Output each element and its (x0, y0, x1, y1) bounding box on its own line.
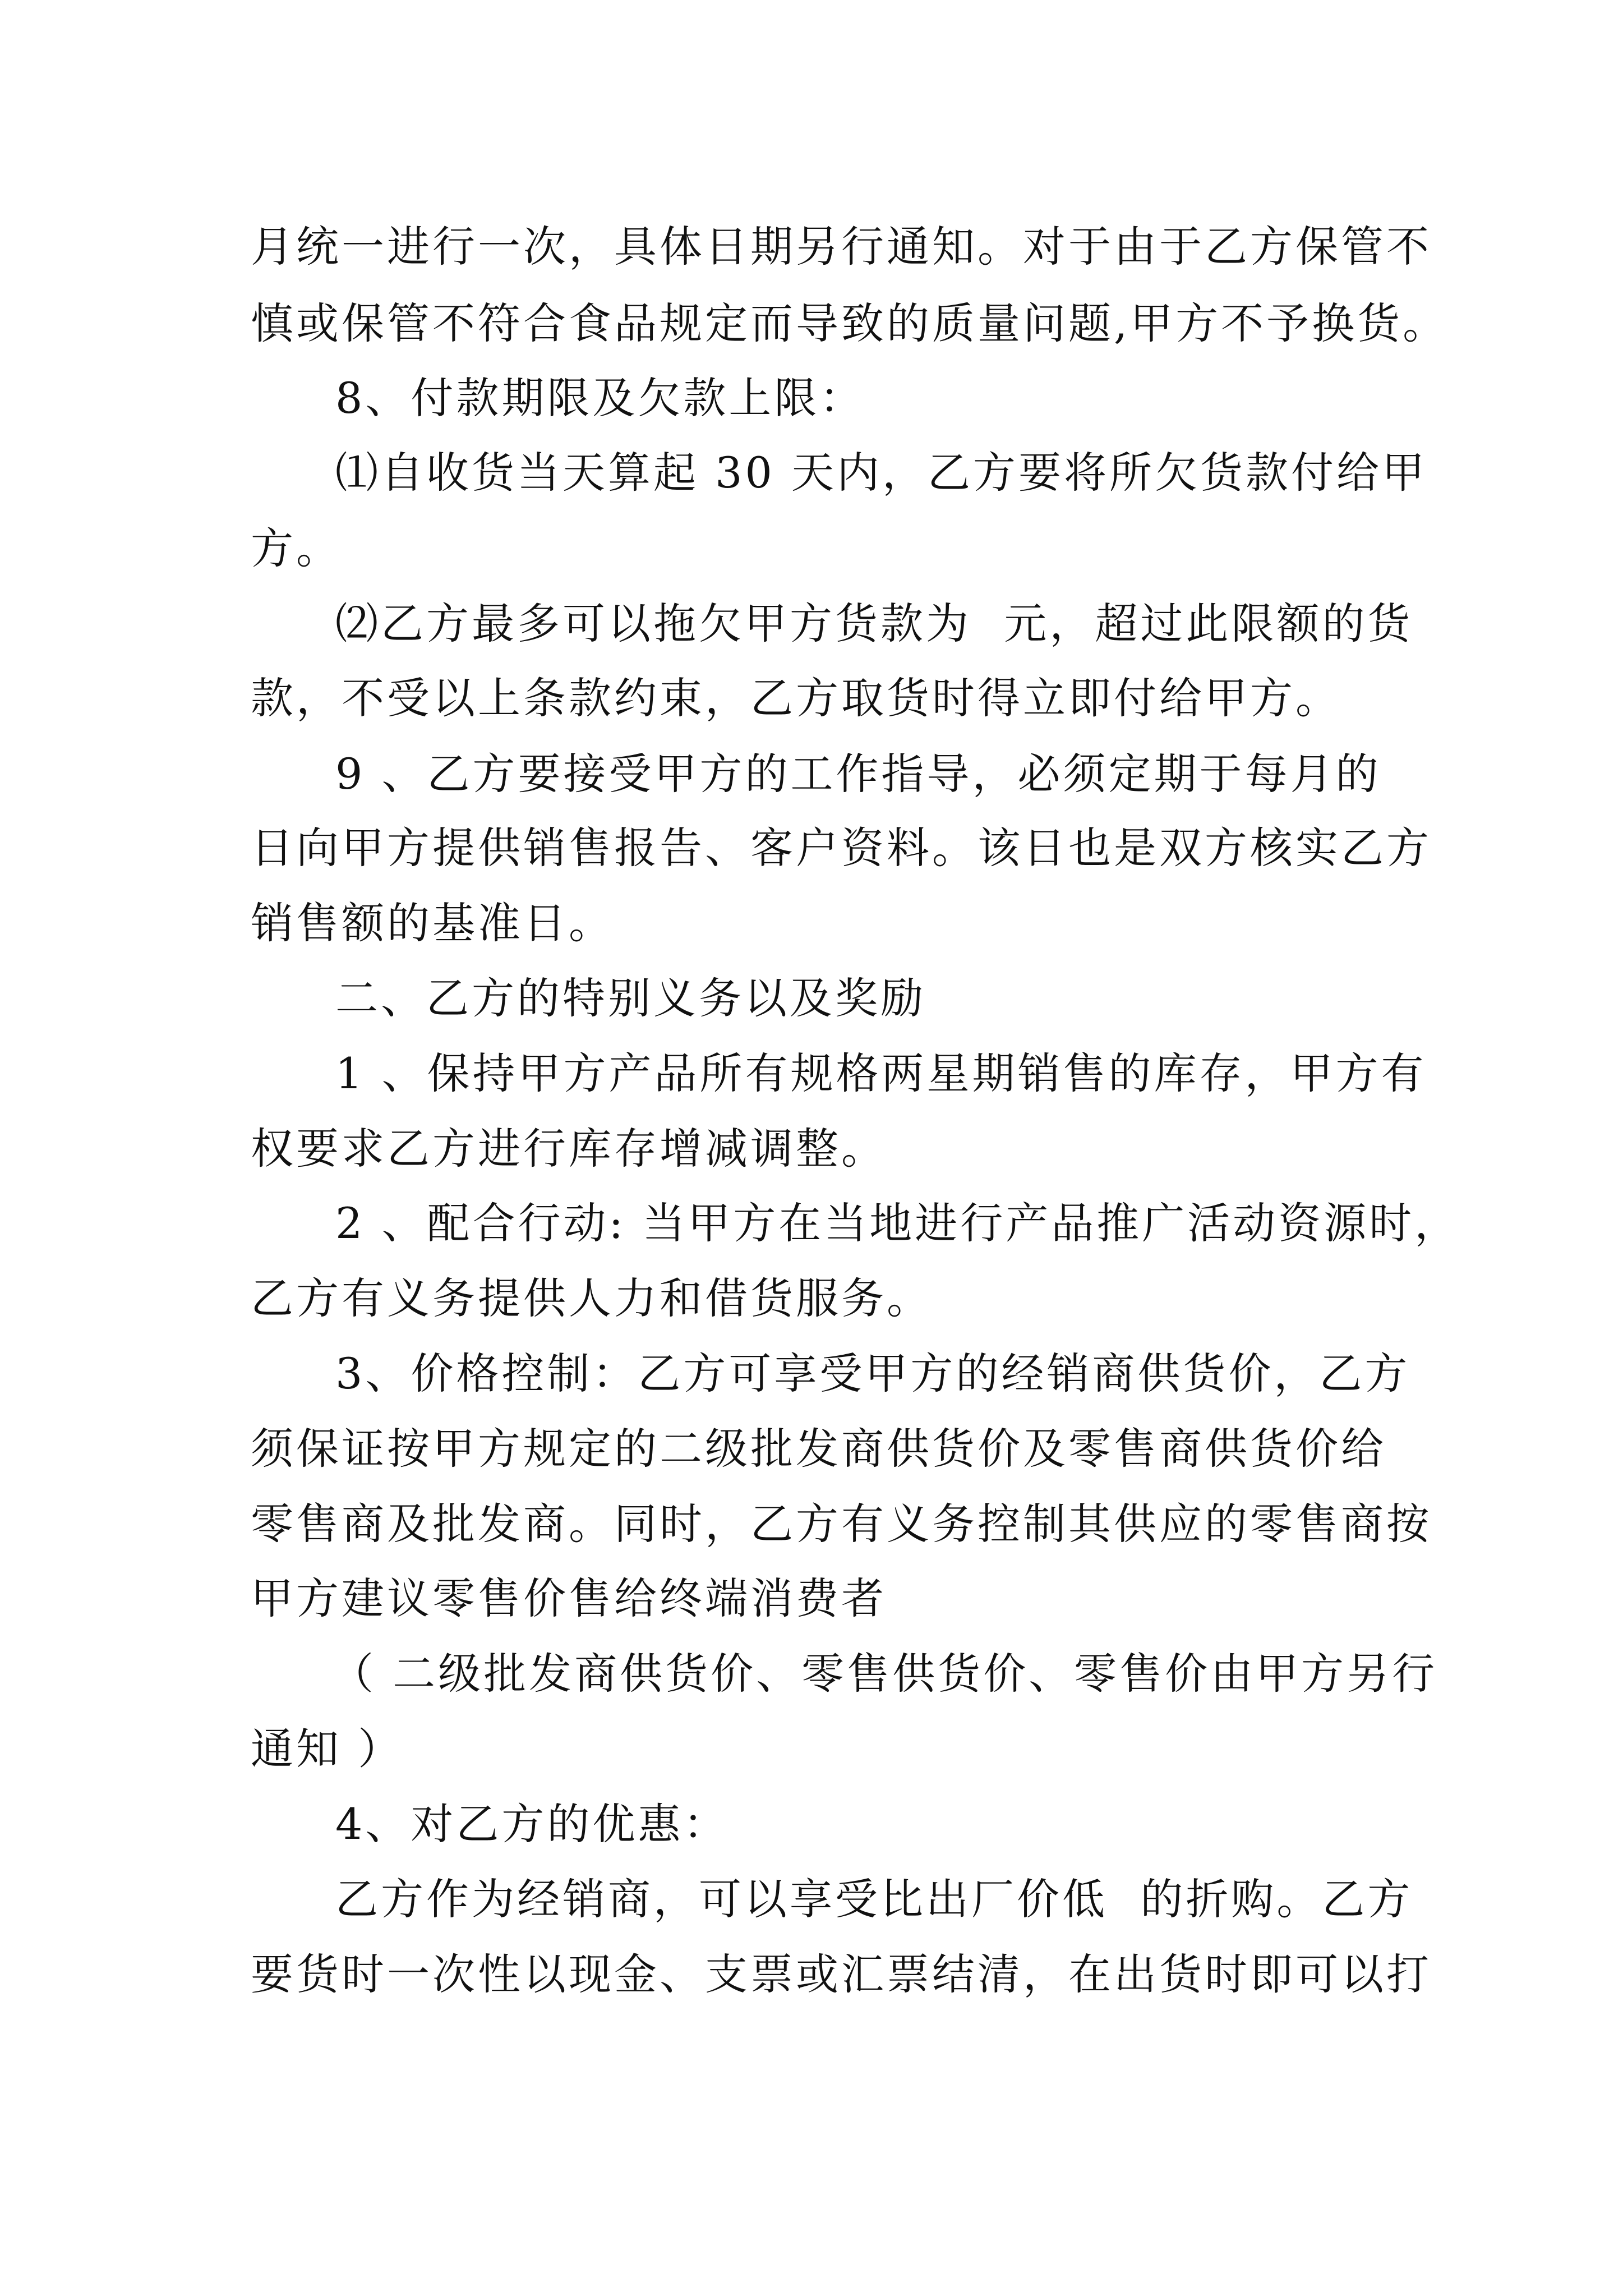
text-line: 通知 ） (251, 1724, 404, 1774)
text-line: 要货时一次性以现金、支票或汇票结清，在出货时即可以打 (251, 1949, 1432, 1999)
text-line: 零售商及批发商。同时，乙方有义务控制其供应的零售商按 (251, 1499, 1432, 1549)
text-line: 慎或保管不符合食品规定而导致的质量问题,甲方不予换货。 (251, 298, 1449, 348)
text-line: 3、价格控制：乙方可享受甲方的经销商供货价，乙方 (335, 1349, 1410, 1398)
text-line: （ 二级批发商供货价、零售供货价、零售价由甲方另行 (331, 1649, 1438, 1699)
text-line: ⑴自收货当天算起 30 天内，乙方要将所欠货款付给甲 (335, 448, 1428, 498)
text-line: 销售额的基准日。 (251, 898, 614, 948)
section-heading: 8、付款期限及欠款上限： (335, 373, 865, 423)
text-line: 乙方有义务提供人力和借货服务。 (251, 1273, 932, 1323)
section-heading: 4、对乙方的优惠： (335, 1799, 729, 1849)
text-line: 款，不受以上条款约束，乙方取货时得立即付给甲方。 (251, 673, 1341, 723)
text-line: 权要求乙方进行库存增减调整。 (251, 1124, 887, 1174)
text-line: 甲方建议零售价售给终端消费者 (251, 1573, 887, 1623)
text-line: 2 、配合行动: 当甲方在当地进行产品推广活动资源时， (335, 1198, 1460, 1248)
text-line: 须保证按甲方规定的二级批发商供货价及零售商供货价给 (251, 1424, 1386, 1474)
text-line: 月统一进行一次，具体日期另行通知。对于由于乙方保管不 (251, 222, 1432, 272)
text-line: 日向甲方提供销售报告、客户资料。该日也是双方核实乙方 (251, 823, 1432, 873)
text-line: 1 、保持甲方产品所有规格两星期销售的库存，甲方有 (335, 1048, 1427, 1098)
text-line: 9 、乙方要接受甲方的工作指导，必须定期于每月的 (335, 749, 1381, 799)
text-line: 方。 (251, 523, 342, 573)
text-line: 乙方作为经销商，可以享受比出厂价低 的折购。乙方 (335, 1874, 1413, 1924)
section-heading: 二、乙方的特别义务以及奖励 (335, 973, 926, 1023)
text-line: ⑵乙方最多可以拖欠甲方货款为 元，超过此限额的货 (335, 599, 1413, 648)
